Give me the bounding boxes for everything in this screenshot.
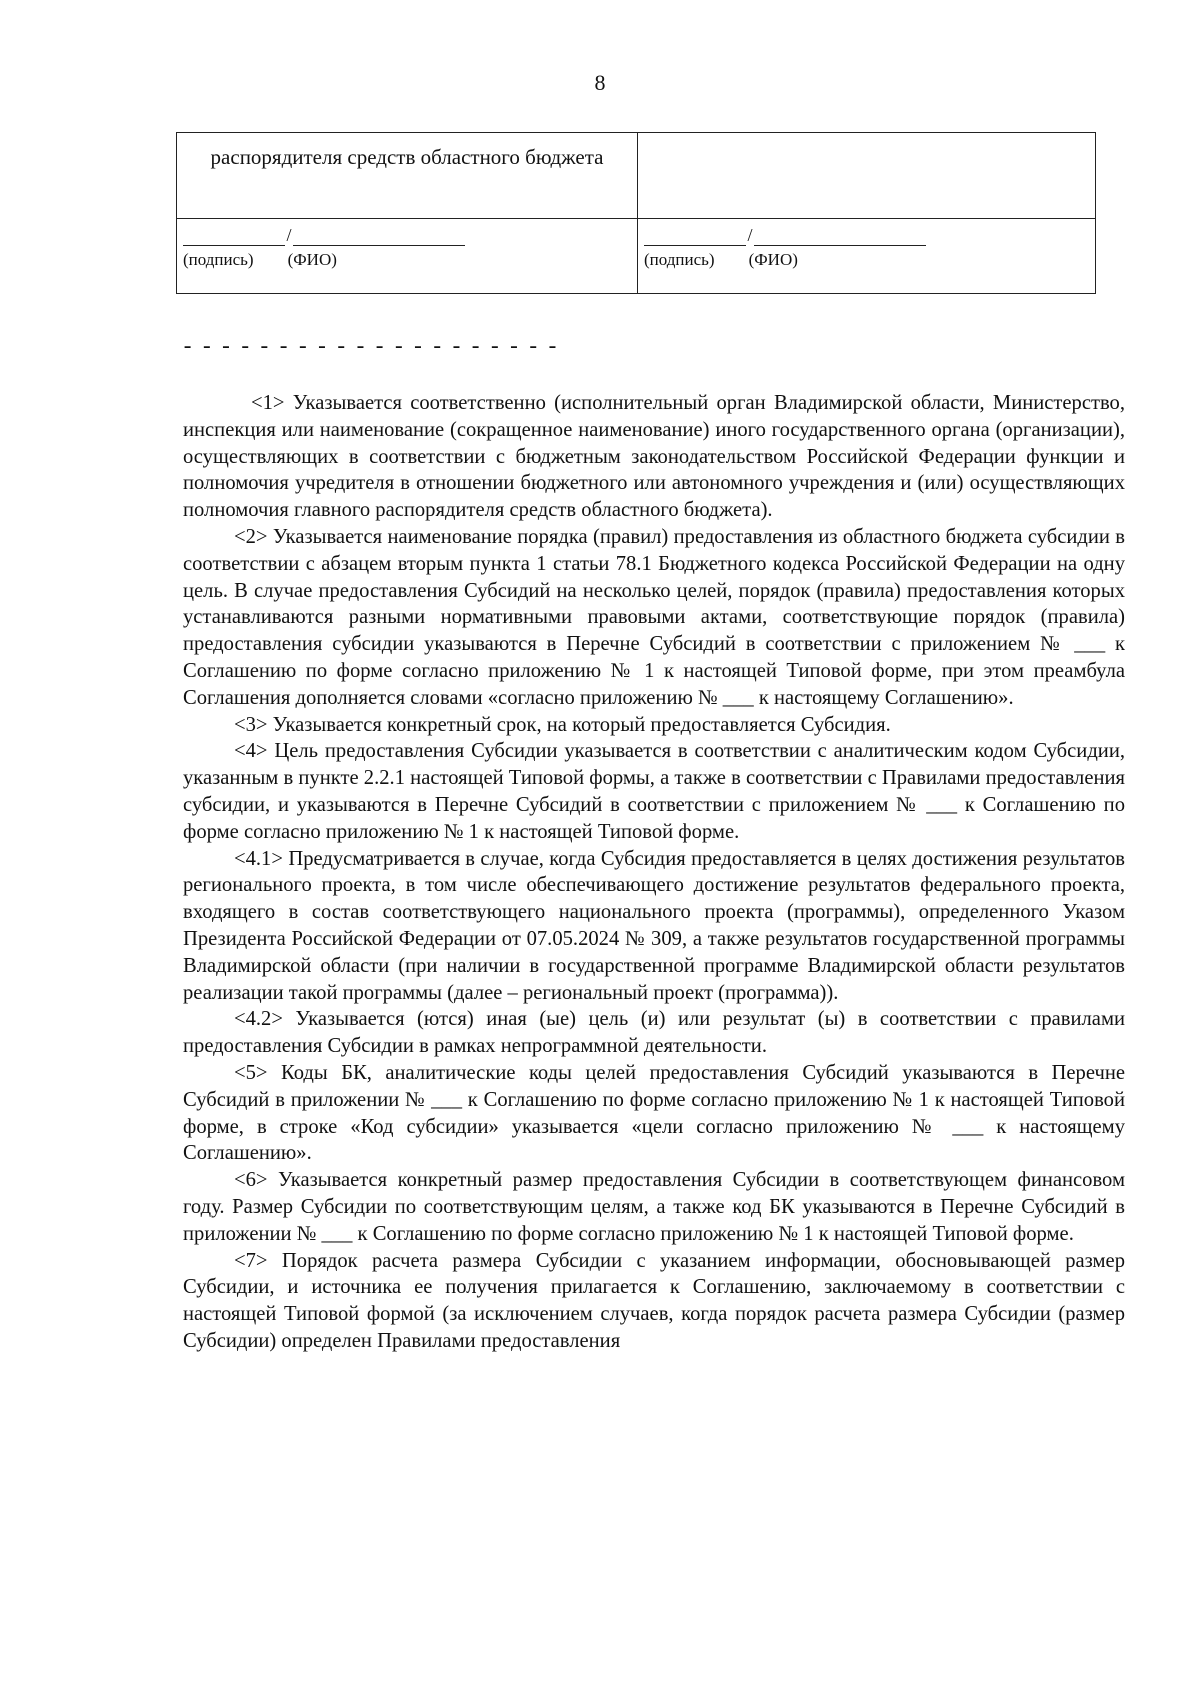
slash: / <box>747 225 753 245</box>
footnote-4: <4> Цель предоставления Субсидии указывается в соответствии с аналитическим кодом Субсидии, указанным в пункте 2.2.1 настоящей Типовой формы, а также в соответствии с Правилами предоставления субсидии, и указываются в Перечне Субсидий в соответствии с приложением № ___ к Соглашению по форме согласно приложению № 1 к настоящей Типовой форме. <box>183 740 1125 843</box>
signature-line-right <box>644 225 1089 246</box>
page-number: 8 <box>594 70 606 95</box>
footnote-2: <2> Указывается наименование порядка (правил) предоставления из областного бюджета субсидии в соответствии с абзацем вторым пункта 1 статьи 78.1 Бюджетного кодекса Российской Федерации на одну цель. В случае предоставления Субсидий на несколько целей, порядок (правила) предоставления которых устанавливаются разными нормативными правовыми актами, соответствующие порядок (правила) предоставления субсидии указываются в Перечне Субсидий в соответствии с приложением № ___ к Соглашению по форме согласно приложению № 1 к настоящей Типовой форме, при этом преамбула Соглашения дополняется словами «согласно приложению № ___ к настоящему Соглашению». <box>183 525 1125 709</box>
name-blank <box>754 227 926 246</box>
footnote-separator: -------------------- <box>181 335 566 360</box>
name-blank <box>293 227 465 246</box>
footnote-7: <7> Порядок расчета размера Субсидии с указанием информации, обосновывающей размер Субсидии, и источника ее получения прилагается к Соглашению, заключаемому в соответствии с настоящей Типовой формой (за исключением случаев, когда порядок расчета размера Субсидии (размер Субсидии) определен Правилами предоставления <box>183 1249 1125 1352</box>
org-cell-right <box>638 133 1096 219</box>
signature-labels-left <box>183 250 631 270</box>
org-cell-left <box>177 133 638 219</box>
footnote-3: <3> Указывается конкретный срок, на который предоставляется Субсидия. <box>234 713 891 736</box>
signature-cell-right <box>638 219 1096 294</box>
footnote-5: <5> Коды БК, аналитические коды целей предоставления Субсидий указываются в Перечне Субсидий в приложении № ___ к Соглашению по форме согласно приложению № 1 к настоящей Типовой форме, в строке «Код субсидии» указывается «цели согласно приложению № ___ к настоящему Соглашению». <box>183 1061 1125 1165</box>
signature-labels-right <box>644 250 1089 270</box>
footnote-1: <1> Указывается соответственно (исполнительный орган Владимирской области, Министерство, инспекция или наименование (сокращенное наименование) иного государственного органа (организации), осуществляющих в соответствии с бюджетным законодательством Российской Федерации функции и полномочия учредителя в отношении бюджетного или автономного учреждения и (или) осуществляющих полномочия главного распорядителя средств областного бюджета). <box>183 392 1125 522</box>
org-text-left: распорядителя средств областного бюджета <box>210 145 604 169</box>
signature-label: (подпись) <box>183 250 254 269</box>
name-label: (ФИО) <box>748 250 798 269</box>
signature-table <box>176 132 1096 294</box>
footnote-4-1: <4.1> Предусматривается в случае, когда Субсидия предоставляется в целях достижения результатов регионального проекта, в том числе обеспечивающего достижение результатов федерального проекта, входящего в состав соответствующего национального проекта (программы), определенного Указом Президента Российской Федерации от 07.05.2024 № 309, а также результатов государственной программы Владимирской области (при наличии в государственной программе Владимирской области результатов реализации такой программы (далее – региональный проект (программа)). <box>183 847 1125 1004</box>
footnote-6: <6> Указывается конкретный размер предоставления Субсидии в соответствующем финансовом году. Размер Субсидии по соответствующим целям, а также код БК указываются в Перечне Субсидий в приложении № ___ к Соглашению по форме согласно приложению № 1 к настоящей Типовой форме. <box>183 1169 1125 1245</box>
signature-label: (подпись) <box>644 250 715 269</box>
signature-blank <box>644 227 746 246</box>
signature-cell-left <box>177 219 638 294</box>
slash: / <box>286 225 292 245</box>
footnote-4-2: <4.2> Указывается (ются) иная (ые) цель (и) или результат (ы) в соответствии с правилами предоставления Субсидии в рамках непрограммной деятельности. <box>183 1008 1125 1058</box>
footnotes <box>183 390 1125 1355</box>
signature-line-left <box>183 225 631 246</box>
signature-blank <box>183 227 285 246</box>
name-label: (ФИО) <box>287 250 337 269</box>
